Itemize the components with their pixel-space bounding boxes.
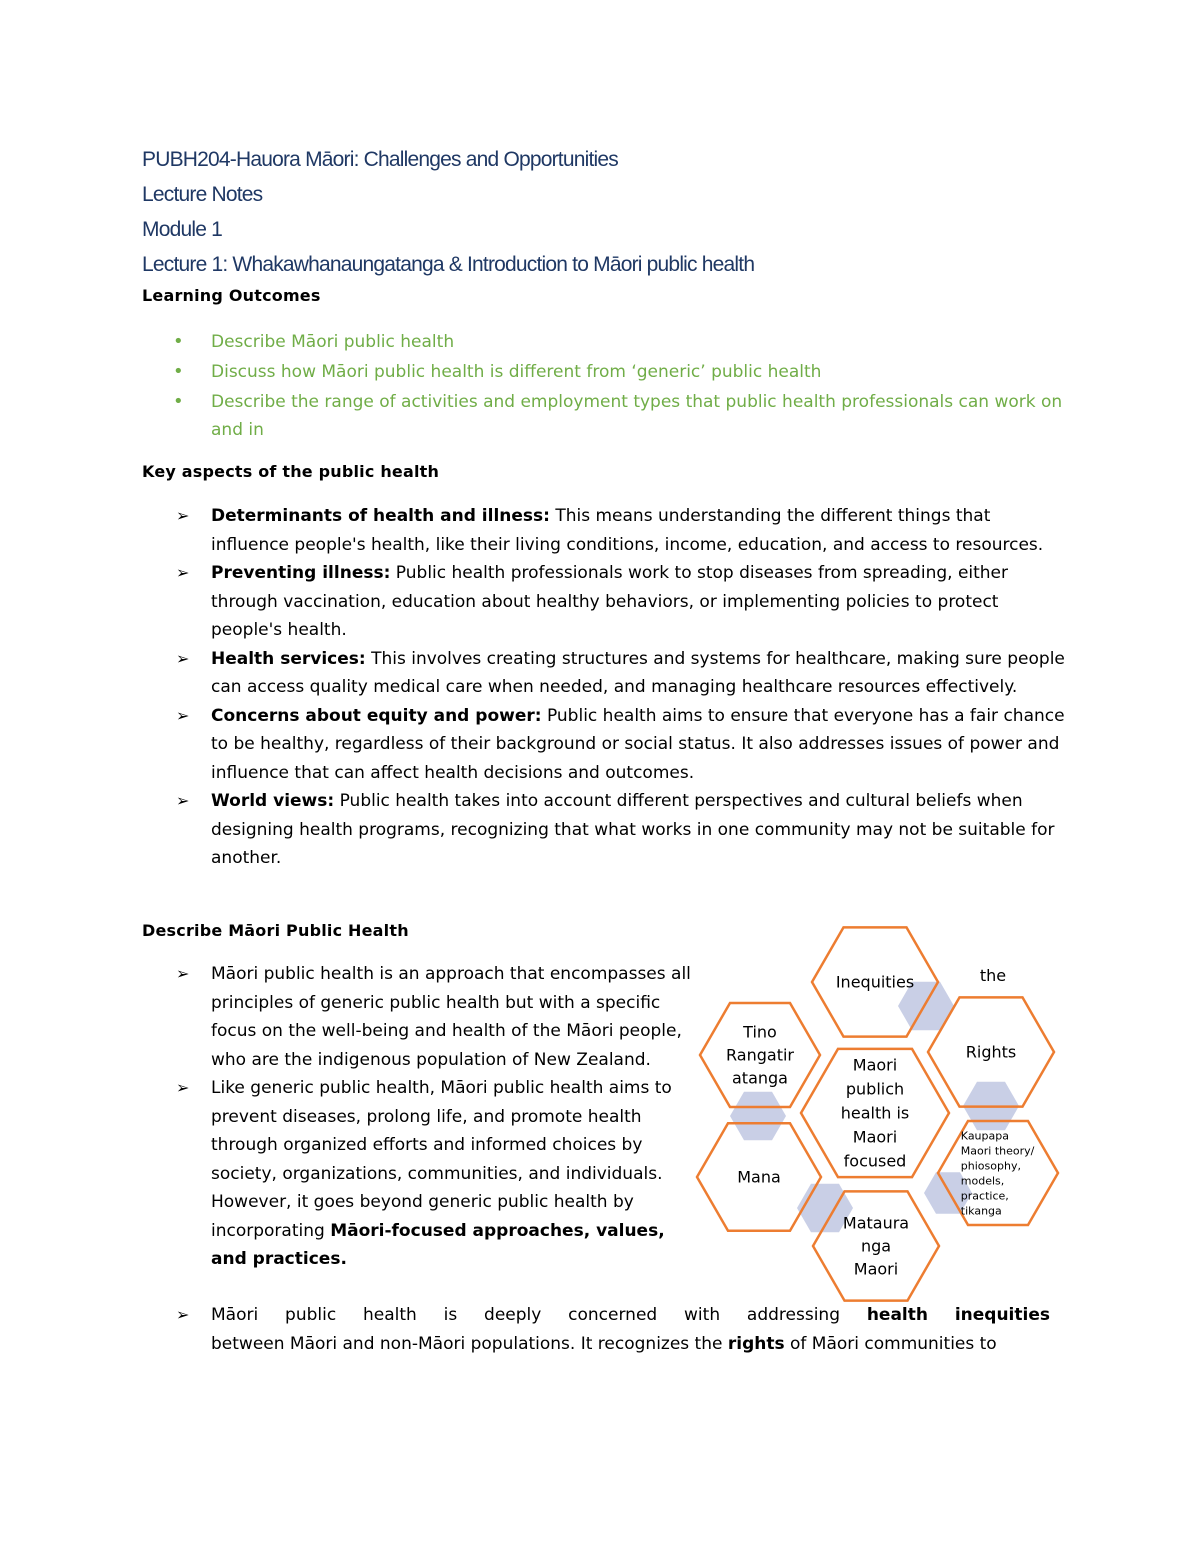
description: of Māori communities to (784, 1333, 997, 1354)
list-item: • Describe the range of activities and employment types that public health professionals can work on and in (0, 388, 1080, 444)
description: This involves creating structures and systems for healthcare, making sure people can access quality medical care when needed, and managing healthcare resources effectively. (211, 648, 1065, 697)
description: Public health takes into account different perspectives and cultural beliefs when designing health programs, recognizing that what works in one community may not be suitable for another. (211, 791, 1055, 868)
justified-line (211, 1301, 1050, 1330)
list-item (0, 559, 1070, 645)
hexagon-label-line: Maori theory/ (960, 1144, 1035, 1158)
arrow-bullet-icon: ➢ (176, 1078, 190, 1097)
hexagon-label-line: Kaupapa (960, 1129, 1009, 1143)
list-item (0, 702, 1070, 788)
hexagon-label-line: Maori (852, 1127, 898, 1147)
description: Māori public health is an approach that encompasses all principles of generic public health but with a specific focus on the well-being and health of the Māori people, who are the indigenous population of New Zealand. (211, 964, 691, 1070)
hexagon-label-line: publich (845, 1079, 905, 1099)
arrow-bullet-icon: ➢ (176, 563, 190, 582)
emphasis: rights (727, 1333, 785, 1354)
hexagon-label-line: Mana (737, 1167, 781, 1187)
list-item (0, 645, 1070, 702)
hexagon-label-line: Rangatir (726, 1045, 794, 1065)
list-item: • Describe Māori public health (0, 328, 1080, 356)
emphasis: Māori-focused approaches, values, and practices. (211, 1220, 665, 1269)
course-title: PUBH204-Hauora Māori: Challenges and Opportunities (142, 148, 618, 171)
hexagon-label-line: Rights (965, 1042, 1017, 1062)
arrow-bullet-icon: ➢ (176, 506, 190, 525)
hexagon-label-line: Tino (743, 1022, 777, 1042)
hexagon-tino (700, 1003, 820, 1107)
text-line (211, 1330, 1050, 1359)
list-item (0, 1301, 1050, 1358)
hexagon-label-line: models, (960, 1174, 1005, 1188)
arrow-bullet-icon: ➢ (176, 648, 190, 668)
lecture-heading: Lecture 1: Whakawhanaungatanga & Introduction to Māori public health (142, 253, 755, 276)
maori-public-health-list-continued (0, 1301, 1050, 1358)
list-item (0, 1074, 705, 1274)
hexagon-label-line: phiosophy, (960, 1159, 1021, 1173)
emphasis: inequities (954, 1305, 1050, 1325)
description: Māori public health is deeply concerned with addressing (211, 1305, 867, 1325)
term: Concerns about equity and power: (211, 705, 542, 726)
floating-label: the (979, 966, 1007, 985)
hexagon-label-line: nga (860, 1236, 892, 1256)
hexagon-label-line: health is (840, 1103, 910, 1123)
hexagon-label-line: tikanga (960, 1204, 1002, 1218)
arrow-bullet-icon: ➢ (176, 964, 190, 983)
list-item (0, 787, 1070, 873)
connector-hexagon (730, 1092, 786, 1140)
term: Preventing illness: (211, 563, 391, 583)
list-item (0, 502, 1070, 559)
emphasis: health (866, 1305, 928, 1325)
hexagon-label-line: focused (843, 1151, 907, 1171)
learning-outcomes-list (0, 328, 1080, 446)
arrow-bullet-icon: ➢ (176, 705, 190, 725)
term: World views: (211, 791, 335, 811)
hexagon-label-line: Mataura (842, 1213, 910, 1233)
hexagon-label-line: practice, (960, 1189, 1009, 1203)
list-item (0, 960, 705, 1074)
description: Like generic public health, Māori public health aims to prevent diseases, prolong life, and promote health through organized efforts and informed choices by society, organizations, communities, and individuals. However, it goes beyond generic public health by incorporating (211, 1078, 672, 1241)
description: Public health professionals work to stop diseases from spreading, either through vaccination, education about healthy behaviors, or implementing policies to protect people's health. (211, 563, 1009, 640)
list-item: • Discuss how Māori public health is different from ‘generic’ public health (0, 358, 1080, 386)
maori-public-health-list (0, 960, 705, 1274)
description: This means understanding the different things that influence people's health, like their living conditions, income, education, and access to resources. (211, 506, 1044, 555)
describe-maori-label: Describe Māori Public Health (142, 921, 409, 940)
learning-outcomes-label: Learning Outcomes (142, 286, 321, 305)
hexagon-label-line: Maori (852, 1055, 898, 1075)
term: Determinants of health and illness: (211, 506, 550, 526)
hexagon-label-line: Maori (853, 1259, 899, 1279)
hexagon-label-line: atanga (732, 1068, 788, 1088)
maori-public-health-hexagon-diagram (690, 915, 1070, 1305)
description: between Māori and non-Māori populations. It recognizes the (211, 1333, 728, 1354)
hexagon-center (801, 1049, 949, 1177)
term: Health services: (211, 648, 366, 669)
module-heading: Module 1 (142, 218, 222, 241)
description: Public health aims to ensure that everyone has a fair chance to be healthy, regardless of their background or social status. It also addresses issues of power and influence that can affect health decisions and outcomes. (211, 705, 1065, 783)
key-aspects-list (0, 502, 1070, 873)
key-aspects-label: Key aspects of the public health (142, 462, 440, 481)
arrow-bullet-icon: ➢ (176, 1305, 190, 1324)
document-type: Lecture Notes (142, 183, 263, 206)
hexagon-label-line: Inequities (835, 972, 915, 992)
arrow-bullet-icon: ➢ (176, 791, 190, 810)
